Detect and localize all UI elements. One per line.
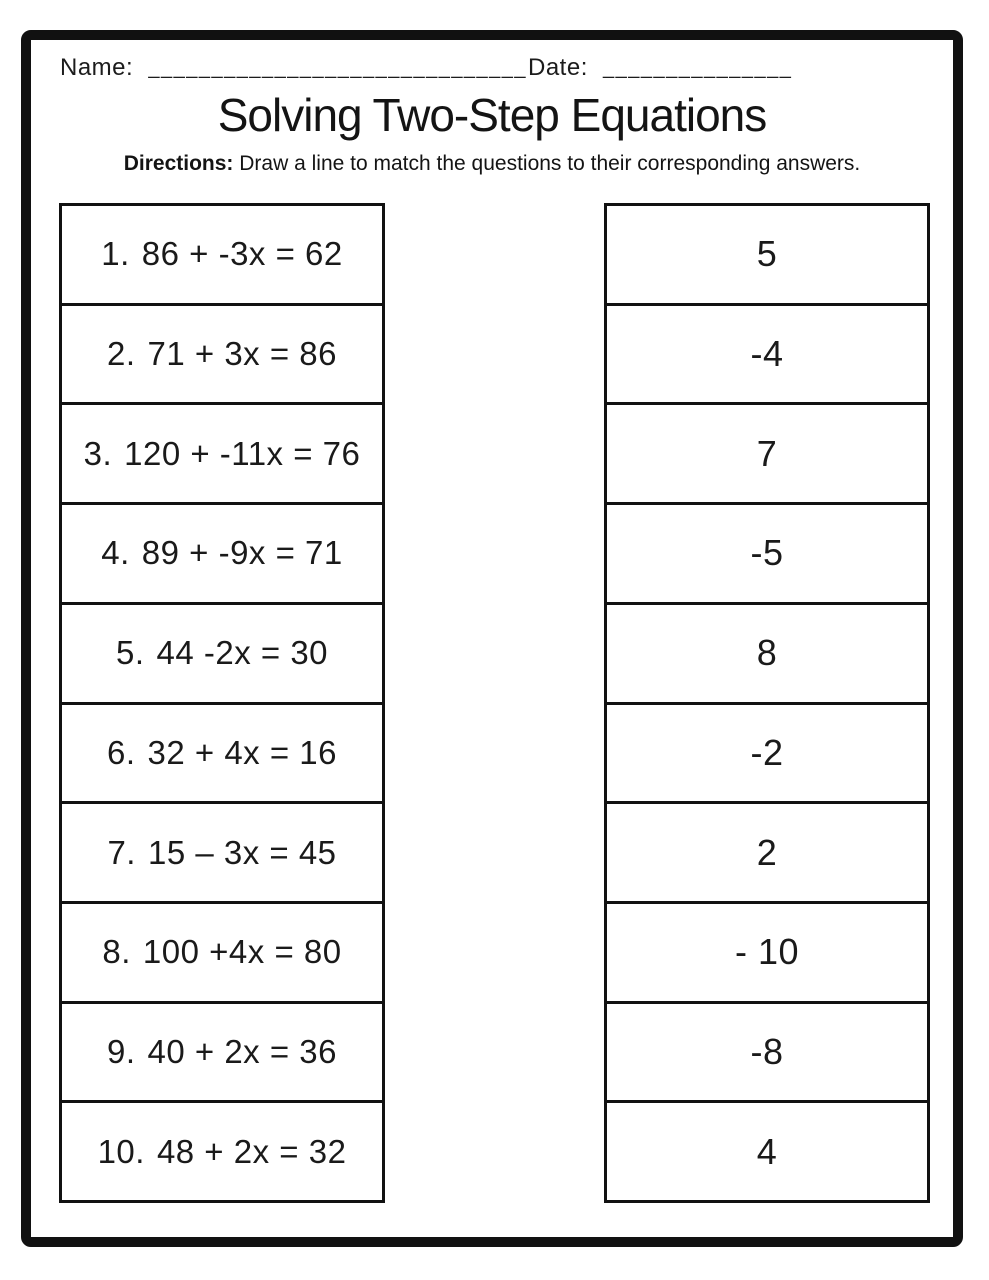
question-equation: 120 + -11x = 76 <box>124 434 361 472</box>
question-equation: 40 + 2x = 36 <box>147 1032 337 1070</box>
name-input-line[interactable]: ______________________________ <box>148 57 528 79</box>
answer-row-3[interactable] <box>607 405 927 505</box>
answer-value: -8 <box>750 1030 784 1072</box>
question-equation: 71 + 3x = 86 <box>147 335 337 373</box>
question-row-7[interactable] <box>62 804 382 904</box>
header-row <box>60 54 924 88</box>
question-number: 4. <box>101 534 130 572</box>
answer-row-7[interactable] <box>607 804 927 904</box>
answer-row-5[interactable] <box>607 605 927 705</box>
directions-text: Draw a line to match the questions to their corresponding answers. <box>239 152 861 175</box>
answer-row-10[interactable] <box>607 1103 927 1200</box>
answer-value: 7 <box>756 432 778 474</box>
answers-table <box>604 203 930 1203</box>
question-equation: 15 – 3x = 45 <box>147 833 337 871</box>
answer-value: 8 <box>756 632 778 674</box>
question-row-4[interactable] <box>62 505 382 605</box>
question-number: 2. <box>106 335 136 373</box>
name-label: Name: <box>60 54 134 81</box>
date-label: Date: <box>528 54 588 81</box>
directions-label: Directions: <box>123 152 234 175</box>
date-field-group <box>528 54 792 82</box>
question-equation: 89 + -9x = 71 <box>141 534 343 572</box>
answer-value: 5 <box>756 233 778 275</box>
question-number: 8. <box>102 933 131 971</box>
date-input-line[interactable]: _______________ <box>603 57 793 79</box>
question-equation: 48 + 2x = 32 <box>156 1132 347 1170</box>
questions-table <box>59 203 385 1203</box>
question-row-6[interactable] <box>62 705 382 805</box>
answer-row-2[interactable] <box>607 306 927 406</box>
question-row-2[interactable] <box>62 306 382 406</box>
answer-value: -2 <box>750 731 784 773</box>
answer-value: 2 <box>756 831 778 873</box>
question-number: 1. <box>101 235 130 273</box>
question-number: 7. <box>107 833 136 871</box>
answer-value: -4 <box>750 333 784 375</box>
answer-row-8[interactable] <box>607 904 927 1004</box>
answer-row-9[interactable] <box>607 1004 927 1104</box>
question-number: 9. <box>106 1032 136 1070</box>
answer-row-1[interactable] <box>607 206 927 306</box>
question-number: 3. <box>83 434 113 472</box>
question-row-10[interactable] <box>62 1103 382 1200</box>
question-equation: 86 + -3x = 62 <box>141 235 343 273</box>
question-number: 5. <box>115 634 145 672</box>
question-row-5[interactable] <box>62 605 382 705</box>
question-equation: 100 +4x = 80 <box>142 933 342 971</box>
question-number: 10. <box>97 1132 145 1170</box>
answer-value: 4 <box>756 1130 778 1172</box>
question-equation: 32 + 4x = 16 <box>147 733 337 771</box>
answer-row-4[interactable] <box>607 505 927 605</box>
question-number: 6. <box>106 733 136 771</box>
question-row-3[interactable] <box>62 405 382 505</box>
worksheet-border <box>21 30 963 1247</box>
question-row-1[interactable] <box>62 206 382 306</box>
page-title: Solving Two-Step Equations <box>217 89 767 141</box>
directions <box>31 152 953 176</box>
question-equation: 44 -2x = 30 <box>156 634 329 672</box>
question-row-9[interactable] <box>62 1004 382 1104</box>
name-field-group <box>60 54 527 82</box>
answer-value: -5 <box>750 532 784 574</box>
answer-row-6[interactable] <box>607 705 927 805</box>
answer-value: - 10 <box>734 931 800 973</box>
question-row-8[interactable] <box>62 904 382 1004</box>
